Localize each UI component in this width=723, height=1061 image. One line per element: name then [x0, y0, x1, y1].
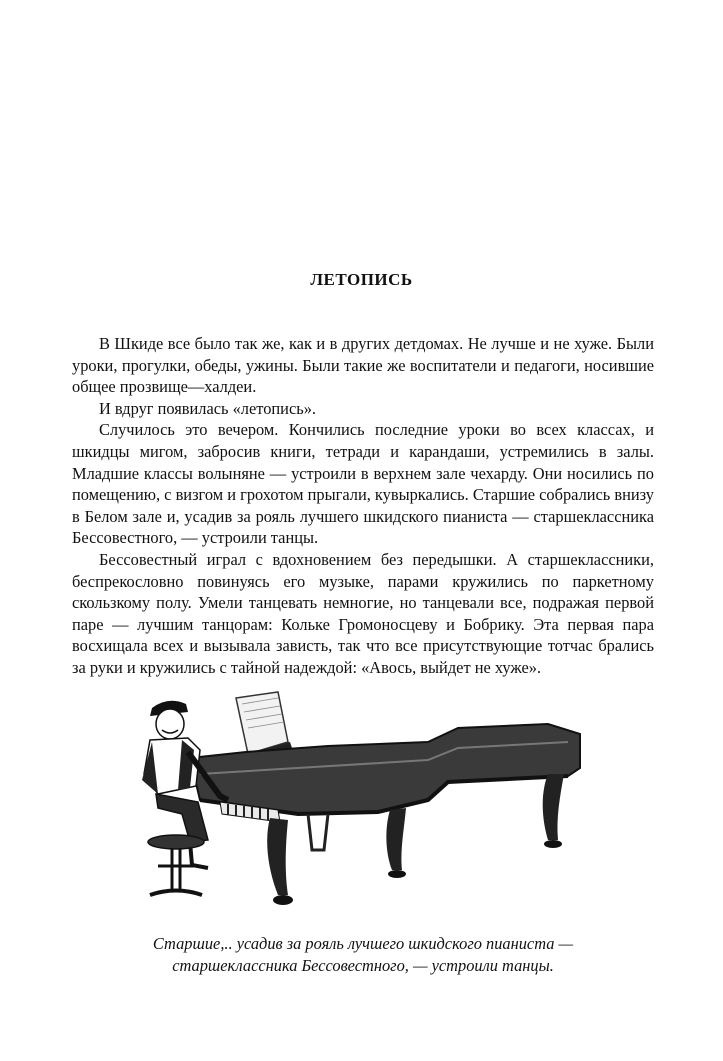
- illustration-caption: [72, 933, 654, 976]
- caption-line: Старшие,.. усадив за рояль лучшего шкидского пианиста —: [152, 934, 574, 953]
- paragraph: В Шкиде все было так же, как и в других детдомах. Не лучше и не хуже. Были уроки, прогулки, обеды, ужины. Были такие же воспитатели и педагоги, носившие общее прозвище—халдеи.: [72, 334, 654, 397]
- paragraph: И вдруг появилась «летопись».: [99, 398, 316, 418]
- paragraph: Бессовестный играл с вдохновением без передышки. А старшеклассники, беспрекословно повинуясь его музыке, парами кружились по паркетному скользкому полу. Умели танцевать немногие, но танцевали все, подражая первой паре — лучшим танцорам: Кольке Громоносцеву и Бобрику. Эта первая пара восхищала всех и вызывала зависть, так что все присутствующие тотчас брались за руки и кружились с тайной надеждой: «Авось, выйдет не хуже».: [72, 549, 654, 677]
- paragraph: Случилось это вечером. Кончились последние уроки во всех классах, и шкидцы мигом, забросив книги, тетради и карандаши, устремились в залы. Младшие классы волыняне — устроили в верхнем зале чехарду. Они носились по помещению, с визгом и грохотом прыгали, кувыркались. Старшие собрались внизу в Белом зале и, усадив за рояль лучшего шкидского пианиста — старшеклассника Бессовестного, — устроили танцы.: [72, 420, 654, 548]
- body-text: [72, 333, 654, 679]
- boy-playing-grand-piano-illustration: [128, 690, 608, 930]
- grand-piano-icon: [190, 724, 580, 905]
- chapter-title: ЛЕТОПИСЬ: [310, 270, 413, 289]
- caption-line: старшеклассника Бессовестного, — устроили танцы.: [172, 955, 554, 975]
